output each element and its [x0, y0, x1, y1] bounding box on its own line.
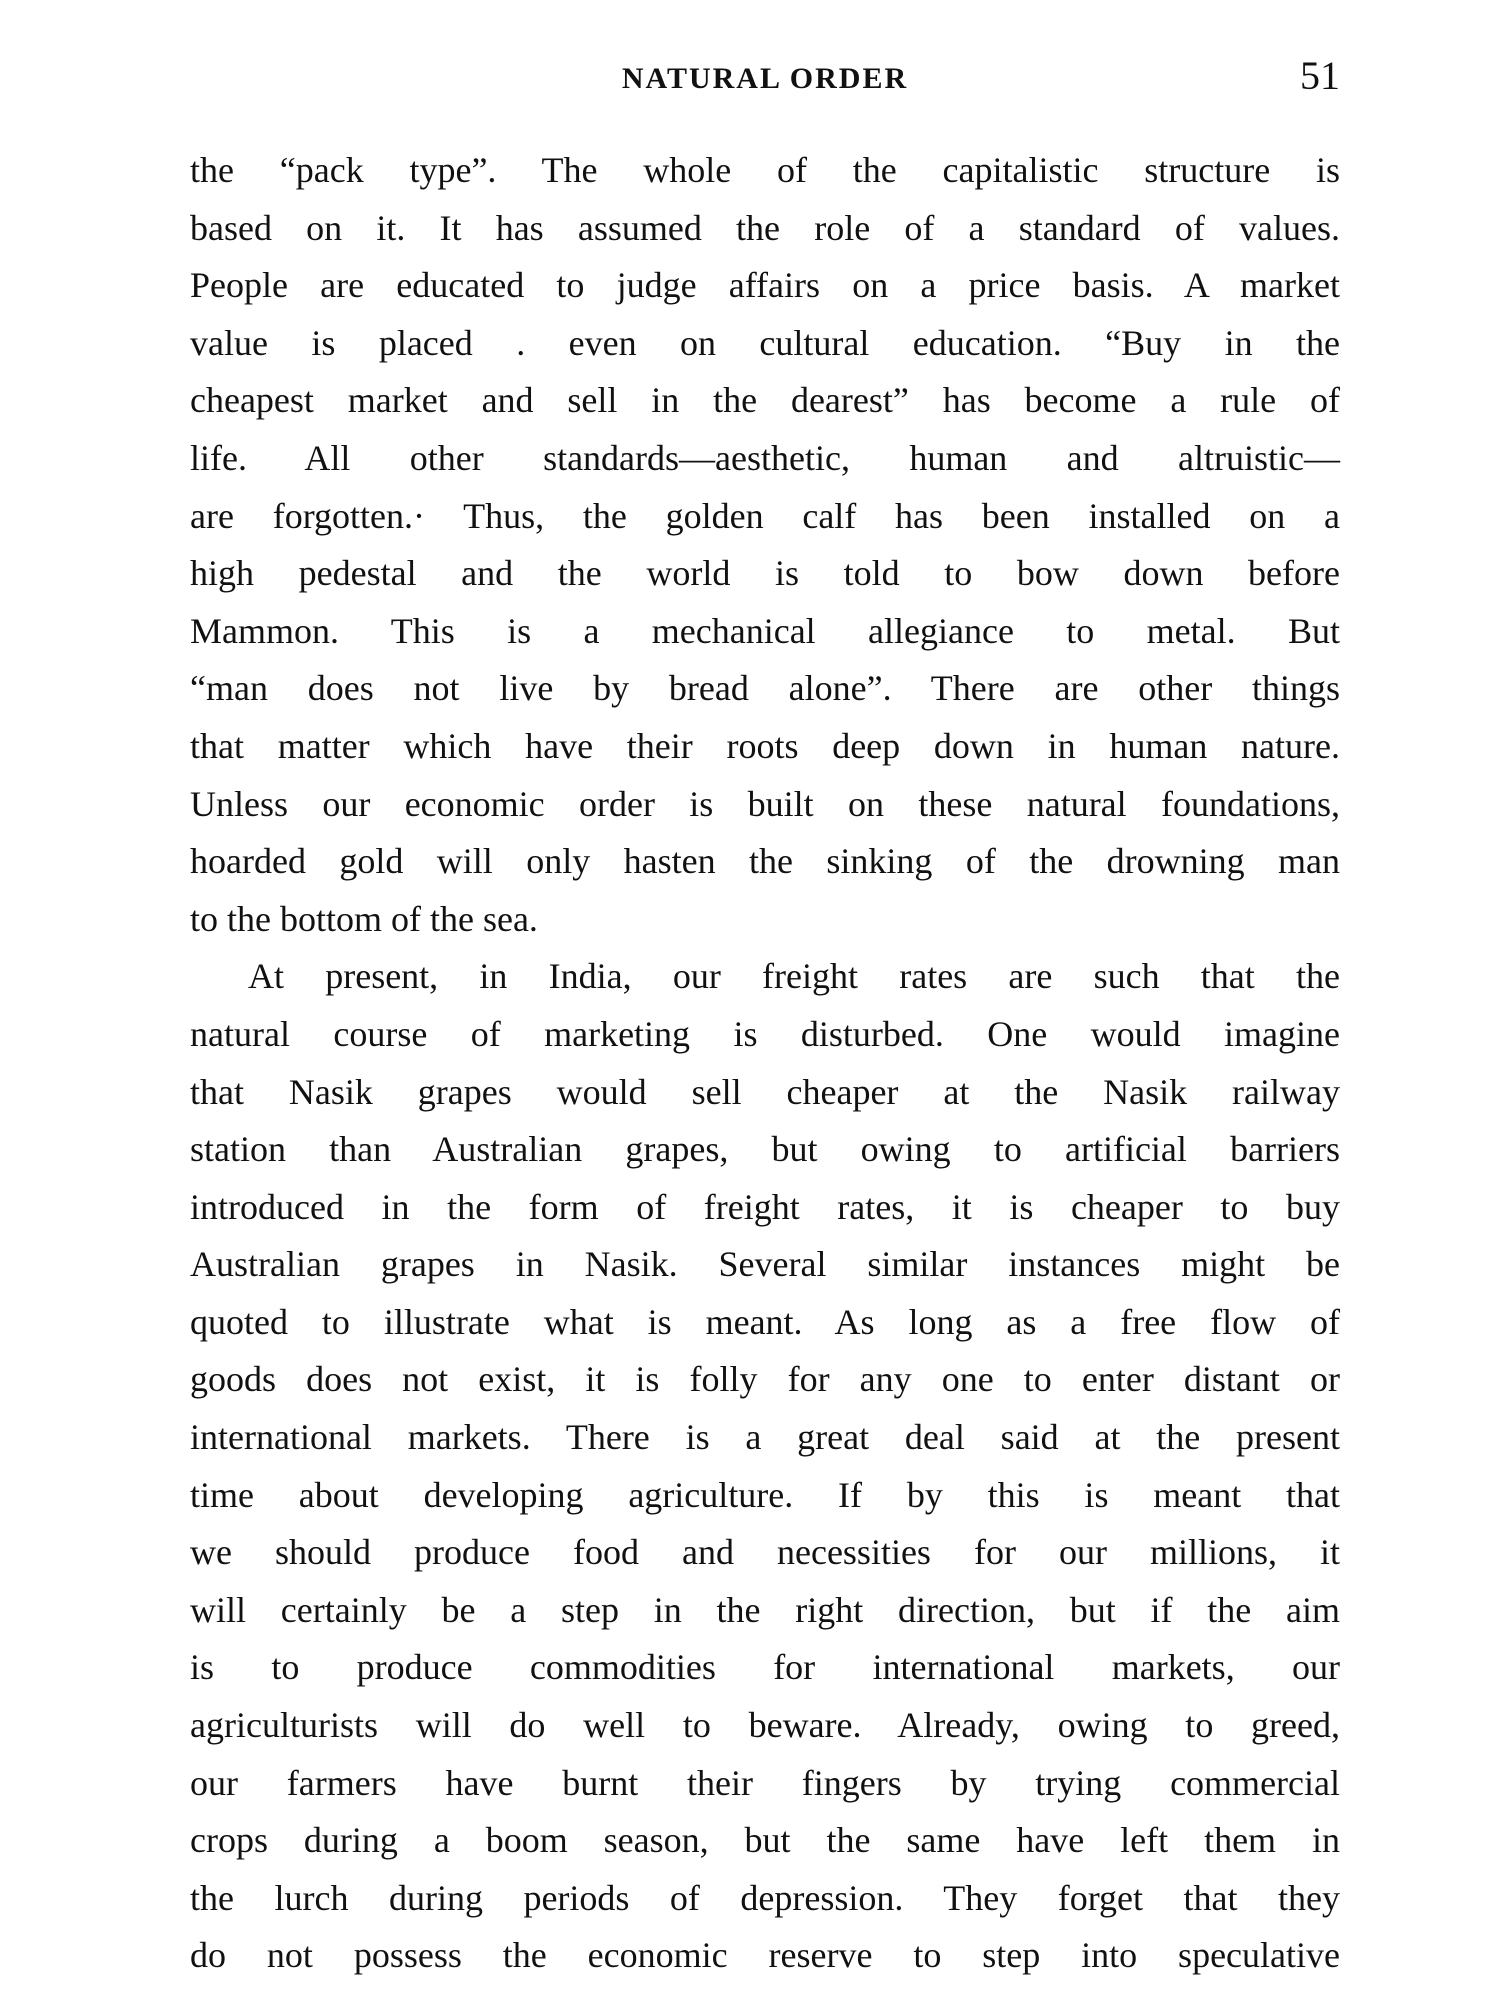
paragraph-1	[190, 142, 1340, 948]
text-line: we should produce food and necessities for our millions, it	[190, 1532, 1340, 1573]
paragraph-2	[190, 948, 1340, 1985]
text-line: quoted to illustrate what is meant. As long as a free flow of	[190, 1301, 1340, 1342]
running-title: NATURAL ORDER	[621, 62, 909, 95]
text-line: that matter which have their roots deep down in human nature.	[190, 725, 1340, 766]
text-line: agriculturists will do well to beware. Already, owing to greed,	[190, 1705, 1340, 1746]
running-head	[190, 52, 1340, 112]
text-line: time about developing agriculture. If by this is meant that	[190, 1474, 1340, 1515]
text-line: life. All other standards—aesthetic, human and altruistic—	[190, 437, 1340, 478]
text-line: natural course of marketing is disturbed. One would imagine	[190, 1013, 1340, 1054]
text-line: Mammon. This is a mechanical allegiance to metal. But	[190, 610, 1340, 651]
text-line: introduced in the form of freight rates, it is cheaper to buy	[190, 1186, 1340, 1227]
text-line: are forgotten.· Thus, the golden calf has been installed on a	[190, 495, 1340, 536]
text-line: cheapest market and sell in the dearest” has become a rule of	[190, 380, 1340, 421]
text-line: based on it. It has assumed the role of a standard of values.	[190, 207, 1340, 248]
text-line: crops during a boom season, but the same have left them in	[190, 1820, 1340, 1861]
text-line: goods does not exist, it is folly for any one to enter distant or	[190, 1359, 1340, 1400]
body-text	[190, 142, 1340, 1985]
text-line: “man does not live by bread alone”. There are other things	[190, 668, 1340, 709]
text-line: People are educated to judge affairs on a price basis. A market	[190, 265, 1340, 306]
text-line: to the bottom of the sea.	[190, 898, 538, 939]
text-line: hoarded gold will only hasten the sinking of the drowning man	[190, 841, 1340, 882]
text-line: international markets. There is a great deal said at the present	[190, 1417, 1340, 1458]
text-line: value is placed . even on cultural education. “Buy in the	[190, 322, 1340, 363]
text-line: At present, in India, our freight rates are such that the	[248, 956, 1340, 997]
text-line: Australian grapes in Nasik. Several similar instances might be	[190, 1244, 1340, 1285]
page-number: 51	[1300, 53, 1340, 98]
text-line: will certainly be a step in the right direction, but if the aim	[190, 1589, 1340, 1630]
text-line: the lurch during periods of depression. They forget that they	[190, 1877, 1340, 1918]
text-line: the “pack type”. The whole of the capitalistic structure is	[190, 150, 1340, 190]
text-line: Unless our economic order is built on these natural foundations,	[190, 783, 1340, 824]
text-line: do not possess the economic reserve to step into speculative	[190, 1935, 1340, 1976]
text-line: high pedestal and the world is told to bow down before	[190, 553, 1340, 594]
text-line: that Nasik grapes would sell cheaper at the Nasik railway	[190, 1071, 1340, 1112]
text-line: station than Australian grapes, but owing to artificial barriers	[190, 1129, 1340, 1170]
text-line: our farmers have burnt their fingers by trying commercial	[190, 1762, 1340, 1803]
text-line: is to produce commodities for international markets, our	[190, 1647, 1340, 1688]
